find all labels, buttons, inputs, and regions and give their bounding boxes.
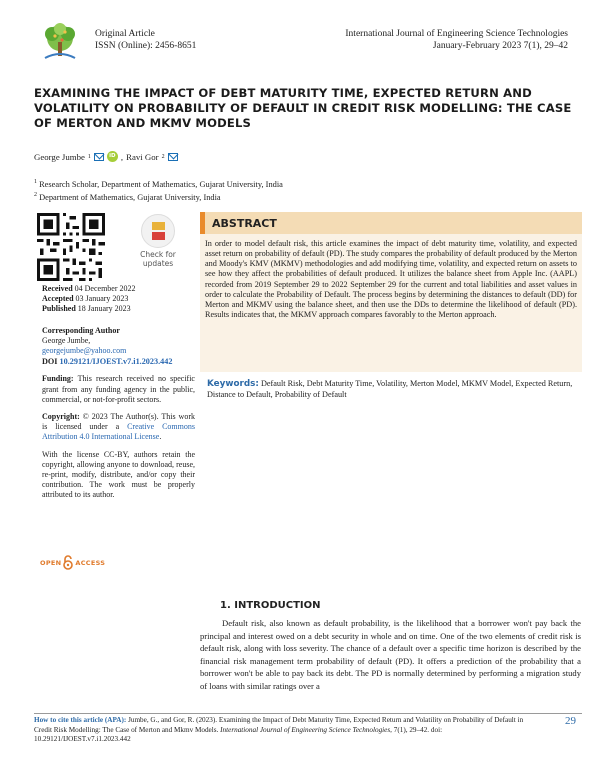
citation-main: Jumbe, G., and Gor, R. (2023). Examining the Impact of Debt Maturity Time, Expected Return and Volatility on Probability of Default in Credit Risk Modelling: The Case of Merton and Mkmv Models. <box>34 716 524 734</box>
oa-access: ACCESS <box>75 558 106 567</box>
section-heading: 1. INTRODUCTION <box>220 600 321 611</box>
journal-logo-icon <box>37 20 83 66</box>
corresponding-author: Corresponding Author George Jumbe, georgejumbe@yahoo.com DOI 10.29121/IJOEST.v7.i1.2023.442 <box>42 326 195 368</box>
how-to-cite-label: How to cite this article (APA): <box>34 716 127 724</box>
article-type: Original Article <box>95 29 155 39</box>
author-sup: 1 <box>87 153 91 160</box>
author-name: Ravi Gor <box>126 151 159 162</box>
open-access-badge <box>40 555 105 570</box>
journal-name: International Journal of Engineering Science Technologies <box>345 29 568 39</box>
journal-issue: January-February 2023 7(1), 29–42 <box>432 41 568 51</box>
received-date: 04 December 2022 <box>74 284 136 293</box>
qr-code-icon[interactable] <box>37 213 105 281</box>
citation-journal: International Journal of Engineering Science Technologies <box>220 725 391 734</box>
article-info-column <box>42 284 195 501</box>
author-name: George Jumbe <box>34 151 85 162</box>
crossmark-icon <box>141 214 175 248</box>
header-left <box>95 28 196 52</box>
page-number: 29 <box>565 715 576 727</box>
keywords <box>207 379 577 400</box>
affiliation: $^1$ Research Scholar, Department of Mathematics, Gujarat University, India <box>34 179 283 189</box>
doi-label: DOI <box>42 357 58 367</box>
doi-link[interactable]: 10.29121/IJOEST.v7.i1.2023.442 <box>59 357 173 367</box>
check-for-updates-badge[interactable] <box>132 212 184 278</box>
issn: ISSN (Online): 2456-8651 <box>95 41 197 51</box>
oa-open: OPEN <box>40 558 62 567</box>
published-date: 18 January 2023 <box>77 304 131 314</box>
footer-divider <box>34 713 582 714</box>
citation-end: , 7(1), 29–42. doi: 10.29121/IJOEST.v7.i1.2023.442 <box>34 725 443 743</box>
article-title: EXAMINING THE IMPACT OF DEBT MATURITY TIME, EXPECTED RETURN AND VOLATILITY ON PROBABILITY OF DEFAULT IN CREDIT RISK MODELLING: THE CASE OF MERTON AND MKMV MODELS <box>34 86 572 130</box>
license-text: With the license CC-BY, authors retain the copyright, allowing anyone to download, reuse, re-print, modify, distribute, and/or copy their contribution. The work must be properly attributed to its author. <box>42 449 195 500</box>
funding: Funding: This research received no specific grant from any funding agency in the public, commercial, or not-for-profit sectors. <box>42 374 195 404</box>
orcid-icon[interactable]: iD <box>107 151 118 162</box>
license-link[interactable]: Creative Commons Attribution 4.0 International License <box>42 422 195 442</box>
corresponding-name: George Jumbe, <box>42 335 91 345</box>
author-separator: , <box>120 151 124 162</box>
author-sup: 2 <box>161 153 165 160</box>
corresponding-email-link[interactable]: georgejumbe@yahoo.com <box>42 346 127 356</box>
email-icon[interactable] <box>94 153 104 161</box>
keywords-text: Default Risk, Debt Maturity Time, Volatility, Merton Model, MKMV Model, Expected Return, Distance to Default, Probability of Default <box>207 379 573 399</box>
abstract-text: In order to model default risk, this article examines the impact of debt maturity time, volatility, and expected asset return on probability of default (PD). The study compares the probability of default produced by the Merton and Moody's KMV (MKMV) methodologies and add modifying time, volatility, and expected return on assets to see how they affect the probabilities of default produced. It utilizes the balance sheet from Apple Inc. (AAPL) recorded from 2019 September 29 to 2022 September 29 for the current and total liabilities and asset values in order to calculate the Probability of Default. The process begins by determining the distances to default (DD) for Merton and MKMV using the balance sheet, and then use the DDs to determine the likelihood of default (PD). Results indicates that, the MKMV approach compares favorably to the Merton approach. <box>205 239 577 320</box>
abstract-accent-bar <box>200 212 205 234</box>
keywords-label: Keywords: <box>207 379 259 389</box>
affiliations <box>34 177 283 203</box>
affiliation: $^2$ Department of Mathematics, Gujarat University, India <box>34 191 221 202</box>
email-icon[interactable] <box>168 153 178 161</box>
dates: Received 04 December 2022 Accepted 03 January 2023 Published 18 January 2023 <box>42 284 136 314</box>
crossmark-line1: Check for <box>140 250 176 259</box>
copyright: Copyright: © 2023 The Author(s). This work is licensed under a Creative Commons Attribution 4.0 International License. <box>42 412 196 442</box>
header-right <box>345 28 568 52</box>
author-list <box>34 151 178 162</box>
introduction-paragraph: Default risk, also known as default probability, is the likelihood that a borrower won't pay back the principal and interest owed on a debt security in whole and on time. One of the two elements of credit risk is default risk, along with loss severity. The chance of a default over a specific time horizon is described by the financial risk management term probability of default (PD). It offers a prediction of the probability that a borrower won't be able to pay back its debt. The PD is normally determined by performing a migration study of loans with similar ratings over a <box>200 618 581 691</box>
crossmark-line2: updates <box>142 258 174 268</box>
accepted-date: 03 January 2023 <box>75 294 129 304</box>
open-lock-icon <box>63 555 73 570</box>
abstract-heading: ABSTRACT <box>212 217 277 230</box>
citation-footer <box>34 716 529 745</box>
